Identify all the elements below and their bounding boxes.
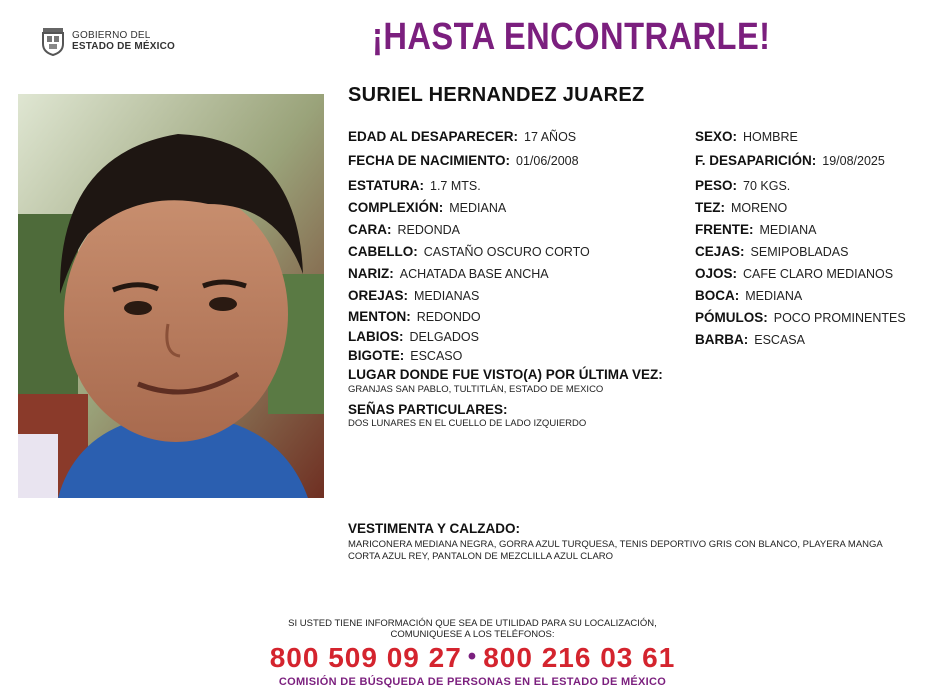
- field-label: LABIOS:: [348, 329, 404, 344]
- field-label: NARIZ:: [348, 266, 394, 281]
- clothing-value: MARICONERA MEDIANA NEGRA, GORRA AZUL TURQUESA, TENIS DEPORTIVO GRIS CON BLANCO, PLAYERA MANGA CORTA AZUL REY, PANTALON DE MEZCLILLA AZUL CLARO: [348, 539, 883, 562]
- field-value: ACHATADA BASE ANCHA: [399, 267, 549, 281]
- footer-note-line-1: SI USTED TIENE INFORMACIÓN QUE SEA DE UTILIDAD PARA SU LOCALIZACIÓN,: [288, 618, 657, 629]
- field-label: CABELLO:: [348, 244, 418, 259]
- field-complexion: [695, 199, 787, 217]
- field-hair: [348, 243, 590, 261]
- field-value: REDONDO: [416, 310, 481, 324]
- field-value: MEDIANAS: [414, 289, 480, 303]
- field-label: MENTON:: [348, 309, 411, 324]
- field-label: FECHA DE NACIMIENTO:: [348, 153, 510, 168]
- field-value: MORENO: [731, 201, 788, 215]
- phone-number-1[interactable]: 800 509 09 27: [269, 642, 462, 673]
- field-label: FRENTE:: [695, 222, 754, 237]
- phone-numbers: [0, 642, 945, 674]
- commission-name: COMISIÓN DE BÚSQUEDA DE PERSONAS EN EL ESTADO DE MÉXICO: [278, 676, 667, 688]
- field-label: CARA:: [348, 222, 392, 237]
- field-chin: [348, 308, 481, 326]
- logo-line-2: ESTADO DE MÉXICO: [72, 41, 176, 52]
- last-seen-value: GRANJAS SAN PABLO, TULTITLÁN, ESTADO DE MEXICO: [348, 384, 604, 395]
- field-label: OJOS:: [695, 266, 738, 281]
- field-value: POCO PROMINENTES: [773, 311, 906, 325]
- portrait-photo-icon: [18, 94, 324, 498]
- person-photo: [18, 94, 324, 498]
- field-value: 01/06/2008: [516, 154, 579, 168]
- field-weight: [695, 177, 790, 195]
- last-seen-label: LUGAR DONDE FUE VISTO(A) POR ÚLTIMA VEZ:: [348, 367, 663, 382]
- field-beard: [695, 331, 805, 349]
- headline: ¡HASTA ENCONTRARLE!: [372, 16, 771, 58]
- clothing-label: VESTIMENTA Y CALZADO:: [348, 521, 521, 536]
- field-value: CASTAÑO OSCURO CORTO: [423, 245, 590, 259]
- field-age: [348, 128, 576, 146]
- field-forehead: [695, 221, 816, 239]
- field-birthdate: [348, 152, 579, 170]
- field-label: CEJAS:: [695, 244, 745, 259]
- field-value: MEDIANA: [449, 201, 507, 215]
- phone-separator: •: [467, 643, 478, 670]
- field-label: EDAD AL DESAPARECER:: [348, 129, 519, 144]
- field-value: MEDIANA: [745, 289, 803, 303]
- footer-note-line-2: COMUNIQUESE A LOS TELÉFONOS:: [390, 629, 555, 640]
- field-cheekbones: [695, 309, 906, 327]
- field-value: SEMIPOBLADAS: [750, 245, 849, 259]
- field-value: ESCASO: [410, 349, 463, 363]
- field-label: ESTATURA:: [348, 178, 424, 193]
- field-label: COMPLEXIÓN:: [348, 200, 444, 215]
- person-name: SURIEL HERNANDEZ JUAREZ: [348, 84, 645, 106]
- marks-label: SEÑAS PARTICULARES:: [348, 402, 508, 417]
- field-label: PESO:: [695, 178, 738, 193]
- field-value: ESCASA: [754, 333, 805, 347]
- field-label: BIGOTE:: [348, 348, 405, 363]
- field-face: [348, 221, 460, 239]
- field-label: SEXO:: [695, 129, 738, 144]
- coat-of-arms-icon: [40, 26, 66, 56]
- field-value: DELGADOS: [409, 330, 479, 344]
- government-logo: [40, 26, 175, 56]
- field-label: BOCA:: [695, 288, 740, 303]
- field-label: OREJAS:: [348, 288, 409, 303]
- field-label: PÓMULOS:: [695, 310, 768, 325]
- phone-number-2[interactable]: 800 216 03 61: [483, 642, 676, 673]
- field-build: [348, 199, 506, 217]
- field-value: REDONDA: [397, 223, 461, 237]
- field-mouth: [695, 287, 802, 305]
- field-moustache: [348, 347, 462, 365]
- field-eyes: [695, 265, 893, 283]
- field-lips: [348, 328, 479, 346]
- field-ears: [348, 287, 479, 305]
- field-value: 70 KGS.: [743, 179, 791, 193]
- field-value: 17 AÑOS: [524, 130, 577, 144]
- field-sex: [695, 128, 798, 146]
- marks-value: DOS LUNARES EN EL CUELLO DE LADO IZQUIERDO: [348, 418, 587, 429]
- field-label: F. DESAPARICIÓN:: [695, 153, 817, 168]
- field-label: TEZ:: [695, 200, 725, 215]
- field-eyebrows: [695, 243, 848, 261]
- logo-line-1: GOBIERNO DEL: [72, 30, 151, 41]
- field-value: HOMBRE: [743, 130, 798, 144]
- field-nose: [348, 265, 549, 283]
- field-value: 1.7 MTS.: [430, 179, 481, 193]
- field-value: MEDIANA: [759, 223, 817, 237]
- field-height: [348, 177, 481, 195]
- field-label: BARBA:: [695, 332, 749, 347]
- field-disappearance-date: [695, 152, 885, 170]
- field-value: CAFE CLARO MEDIANOS: [743, 267, 894, 281]
- field-value: 19/08/2025: [822, 154, 885, 168]
